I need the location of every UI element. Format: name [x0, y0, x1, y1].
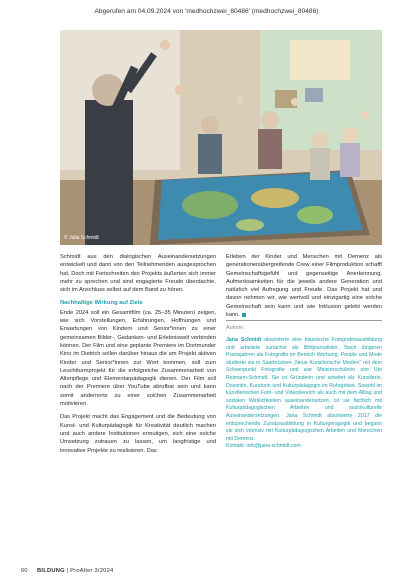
- author-box: [226, 320, 382, 451]
- magazine-section: BILDUNG: [37, 568, 65, 574]
- author-label: Autorin: [226, 325, 244, 331]
- paragraph-text: Erleben der Kinder und Menschen mit Demenz als generationenübergreifende Crew einer Filmproduktion schafft Gemeinschaftsgefühl und gegenseitige Anerkennung. Aufmerksamkeiten für die jeweils andere Generation und natürlich viel Aufregung und Freude. Das Projekt hat und davon nehmen wir, wie wertvoll und einzigartig eine solche Gemeinschaft sein kann und wie Inklusion gelebt werden kann.: [226, 254, 382, 319]
- page-number: 60: [21, 568, 28, 574]
- magazine-info: BILDUNG | ProAlter 3/2024: [37, 568, 114, 574]
- photo-credit: © Julia Schmidt: [64, 235, 99, 241]
- paragraph: [226, 253, 382, 319]
- right-column: [226, 253, 382, 319]
- paragraph: Ende 2024 soll ein Gesamtfilm (ca. 25–35 Minuten) zeigen, wie sich Vorstellungen, Erfahrungen, Hoffnungen und Erwartungen von Kindern und Senior*innen zu einer gemeinsamen Bilder-, Gedanken- und Erlebniswelt verbinden können. Der Film und eine geplante Premiere im Dortmunder Kino im Dietrich sollen darüber hinaus die am Projekt aktiven Kinder und Senior*innen zur Wort kommen, soll zum Leuchtturmprojekt für die erfolgreiche Zusammenarbeit von Altenpflege und Elementarpädagogik dienen. Der Film soll nach der Premiere über YouTube abrufbar sein und kann somit andernorts zu einer solchen Zusammenarbeit motivieren.: [60, 309, 216, 408]
- author-contact: Kontakt: info@jana-schmidt.com: [226, 443, 301, 450]
- left-column: [60, 253, 216, 455]
- article-photo: [60, 30, 382, 245]
- end-mark-icon: [242, 313, 246, 317]
- paragraph: Schmidt aus den dialogischen Auseinandersetzungen entwickelt und dann von den Teilnehmenden ausgesprochen hat. Doch mit Fortschreiten des Projekts äußerten sich immer mehr zu sprechen und sind engagierte Freude überdachte, sich im Anschluss selbst auf dem Band zu hören.: [60, 254, 216, 294]
- magazine-issue: ProAlter 3/2024: [70, 568, 114, 574]
- paragraph: Das Projekt macht das Engagement und die Bedeutung von Kunst- und Kulturpädagogik für Kreativität deutlich machen und auch andere Institutionen ermutigen, sich eine solche Umsetzung zutrauen zu lassen, um langfristige und innovative Projekte zu realisieren. Das: [60, 414, 216, 454]
- photo-image: [60, 30, 382, 245]
- archive-note: Abgerufen am 04.09.2024 von 'medhochzwei_80486' (medhochzwei_80486): [94, 8, 319, 15]
- author-name: Jana Schmidt: [226, 337, 262, 343]
- page-footer: [0, 568, 413, 580]
- author-bio-text: absolvierte eine klassische Fotografenausbildung und arbeitete zunächst als Bildjournalistin. Nach längeren Praxisjahren als Fotografin im Bereich Werbung, People und Mode studierte sie in Saarbrücken „Neue Kunstlerische Medien“ mit dem Schwerpunkt Fotografie und war Meisterschülerin von Ute Reimann-Schmidt. Sie ist Gründerin und arbeitet als Kunstlerin, Dozentin, Kuratorin und Kulturpädagogin im Ruhrgebiet. Sowohl im künstlerischen Foto- und Videobereich als auch mit dem Alltag und sozialen Wirklichkeiten auseinandersetzen, ist sie fachlich mit Kulturpädagogischen Arbeiten und soziokulturelle Auseinandersetzungen. Jana Schmidt absolvierte 2017 die entsprechende Zusatzausbildung in Kulturgeragogik und begann sie sich intensiv mit Kulturpädagogischen Arbeiten und Menschen mit Demenz.: [226, 337, 382, 442]
- author-bio: [226, 337, 382, 451]
- section-subhead: Nachhaltige Wirkung auf Ziele: [60, 300, 143, 307]
